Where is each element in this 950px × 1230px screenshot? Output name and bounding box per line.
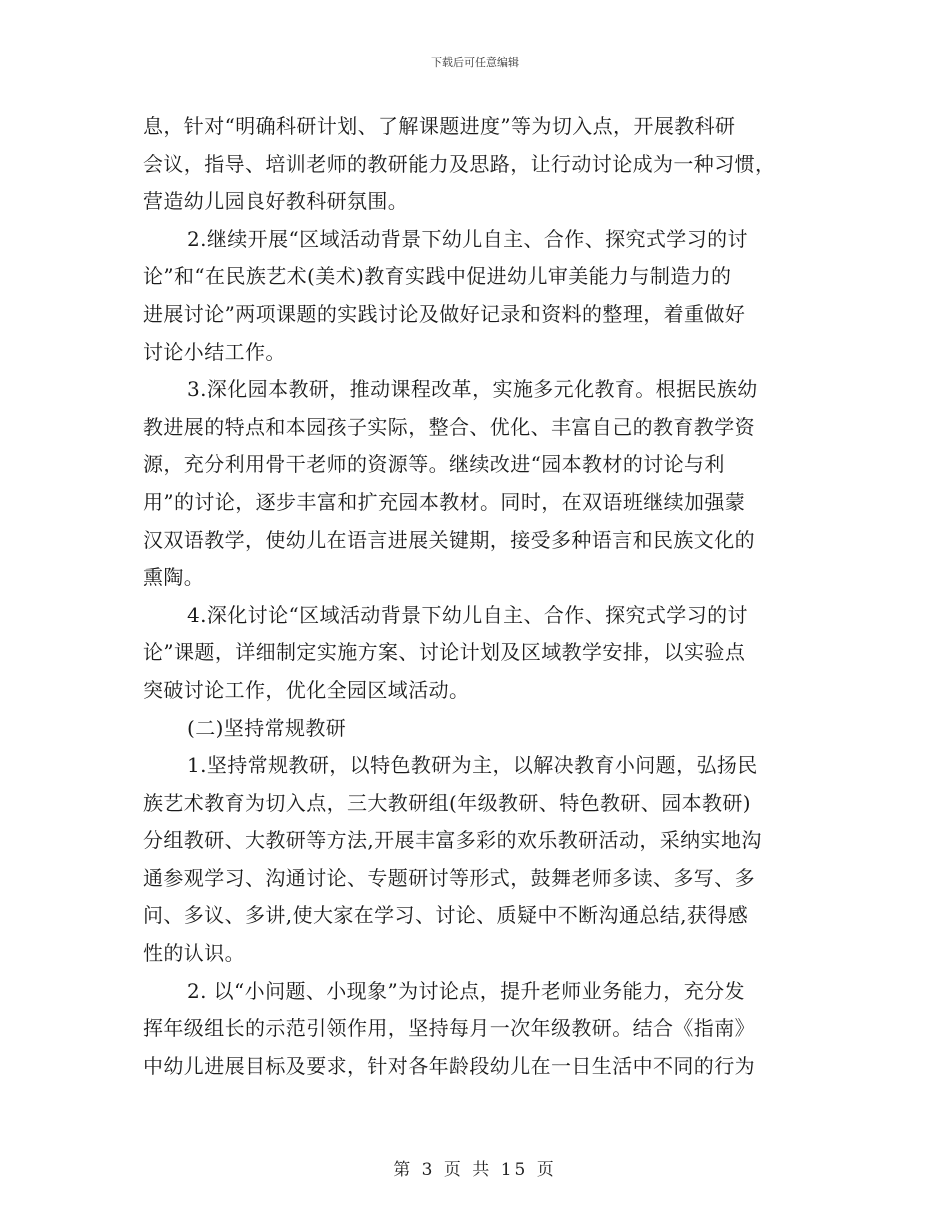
text-line: 论”和“在民族艺术(美术)教育实践中促进幼儿审美能力与制造力的 (143, 264, 732, 289)
text-line: 源，充分利用骨干老师的资源等。继续改进“园本教材的讨论与利 (143, 452, 725, 477)
text-line: 讨论小结工作。 (143, 339, 286, 364)
page-footer: 第 3 页 共 15 页 (393, 1160, 557, 1180)
text-line: 2.继续开展“区域活动背景下幼儿自主、合作、探究式学习的讨 (187, 226, 748, 251)
text-line: 问、多议、多讲,使大家在学习、讨论、质疑中不断沟通总结,获得感 (143, 903, 749, 928)
text-line: 分组教研、大教研等方法,开展丰富多彩的欢乐教研活动，采纳实地沟 (143, 828, 762, 853)
document-body (143, 108, 809, 1085)
text-line: 论”课题，详细制定实施方案、讨论计划及区域教学安排，以实验点 (143, 640, 746, 665)
text-line: 族艺术教育为切入点，三大教研组(年级教研、特色教研、园本教研) (143, 790, 752, 815)
text-line: 汉双语教学，使幼儿在语言进展关键期，接受多种语言和民族文化的 (143, 527, 755, 552)
text-line: 营造幼儿园良好教科研氛围。 (143, 189, 409, 214)
text-line: 中幼儿进展目标及要求，针对各年龄段幼儿在一日生活中不同的行为 (143, 1053, 755, 1078)
text-line: 通参观学习、沟通讨论、专题研讨等形式，鼓舞老师多读、多写、多 (143, 865, 755, 890)
page-header: 下载后可任意编辑 (431, 56, 519, 69)
text-line: 2. 以“小问题、小现象”为讨论点，提升老师业务能力，充分发 (187, 978, 745, 1003)
text-line: 用”的讨论，逐步丰富和扩充园本教材。同时，在双语班继续加强蒙 (143, 489, 746, 514)
text-line: 会议，指导、培训老师的教研能力及思路，让行动讨论成为一种习惯， (143, 151, 776, 176)
text-line: 挥年级组长的示范引领作用，坚持每月一次年级教研。结合《指南》 (143, 1016, 755, 1041)
text-line: 突破讨论工作，优化全园区域活动。 (143, 677, 470, 702)
text-line: 熏陶。 (143, 565, 205, 590)
text-line: 教进展的特点和本园孩子实际，整合、优化、丰富自己的教育教学资 (143, 414, 755, 439)
text-line: 4.深化讨论“区域活动背景下幼儿自主、合作、探究式学习的讨 (187, 602, 748, 627)
text-line: 性的认识。 (143, 941, 245, 966)
text-line: 3.深化园本教研，推动课程改革，实施多元化教育。根据民族幼 (187, 377, 758, 402)
text-line: 1.坚持常规教研，以特色教研为主，以解决教育小问题，弘扬民 (187, 753, 758, 778)
text-line: 息，针对“明确科研计划、了解课题进度”等为切入点，开展教科研 (143, 114, 736, 138)
text-line: (二)坚持常规教研 (187, 715, 347, 740)
text-line: 进展讨论”两项课题的实践讨论及做好记录和资料的整理，着重做好 (143, 301, 746, 326)
